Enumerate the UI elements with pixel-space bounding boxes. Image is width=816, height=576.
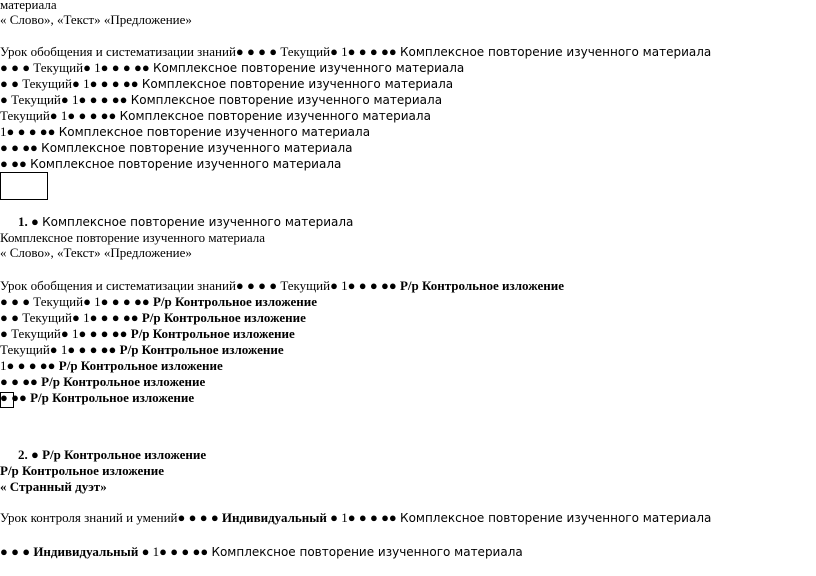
text-line: 1● ● ● ●● Р/р Контрольное изложение (0, 358, 223, 373)
text-line: ● ● ● Текущий● 1● ● ● ●● Р/р Контрольное изложение (0, 294, 317, 309)
text-line: ● ● ●● Р/р Контрольное изложение (0, 374, 206, 389)
list-item-number: 1. ● Комплексное повторение изученного материала (18, 214, 354, 229)
text-line: 1● ● ● ●● Комплексное повторение изученного материала (0, 124, 371, 139)
list-item-number: 2. ● Р/р Контрольное изложение (18, 447, 207, 462)
text-line: Текущий● 1● ● ● ●● Р/р Контрольное изложение (0, 342, 284, 357)
text-line: материала (0, 0, 57, 12)
text-line: ● ● ● Индивидуальный ● 1● ● ● ●● Комплексное повторение изученного материала (0, 544, 523, 559)
text-line: Урок контроля знаний и умений● ● ● ● Индивидуальный ● 1● ● ● ●● Комплексное повторение изученного материала (0, 510, 712, 525)
text-line: Урок обобщения и систематизации знаний● ● ● ● Текущий● 1● ● ● ●● Р/р Контрольное изложение (0, 278, 564, 293)
text-line: Урок обобщения и систематизации знаний● ● ● ● Текущий● 1● ● ● ●● Комплексное повторение изученного материала (0, 44, 712, 59)
text-line: ● ● Текущий● 1● ● ● ●● Комплексное повторение изученного материала (0, 76, 454, 91)
text-line: « Странный дуэт» (0, 479, 107, 494)
text-line: « Слово», «Текст» «Предложение» (0, 12, 192, 27)
text-line: ● Текущий● 1● ● ● ●● Комплексное повторение изученного материала (0, 92, 443, 107)
text-line: « Слово», «Текст» «Предложение» (0, 245, 192, 260)
empty-box (0, 172, 48, 200)
text-line: Комплексное повторение изученного материала (0, 230, 266, 245)
text-line: ● ●● Р/р Контрольное изложение (0, 390, 195, 405)
empty-box (0, 392, 14, 408)
text-line: Текущий● 1● ● ● ●● Комплексное повторение изученного материала (0, 108, 431, 123)
text-line: Р/р Контрольное изложение (0, 463, 165, 478)
text-line: ● ● ● Текущий● 1● ● ● ●● Комплексное повторение изученного материала (0, 60, 465, 75)
text-line: ● ●● Комплексное повторение изученного материала (0, 156, 342, 171)
text-line: ● Текущий● 1● ● ● ●● Р/р Контрольное изложение (0, 326, 295, 341)
text-line: ● ● ●● Комплексное повторение изученного материала (0, 140, 353, 155)
text-line: ● ● Текущий● 1● ● ● ●● Р/р Контрольное изложение (0, 310, 306, 325)
